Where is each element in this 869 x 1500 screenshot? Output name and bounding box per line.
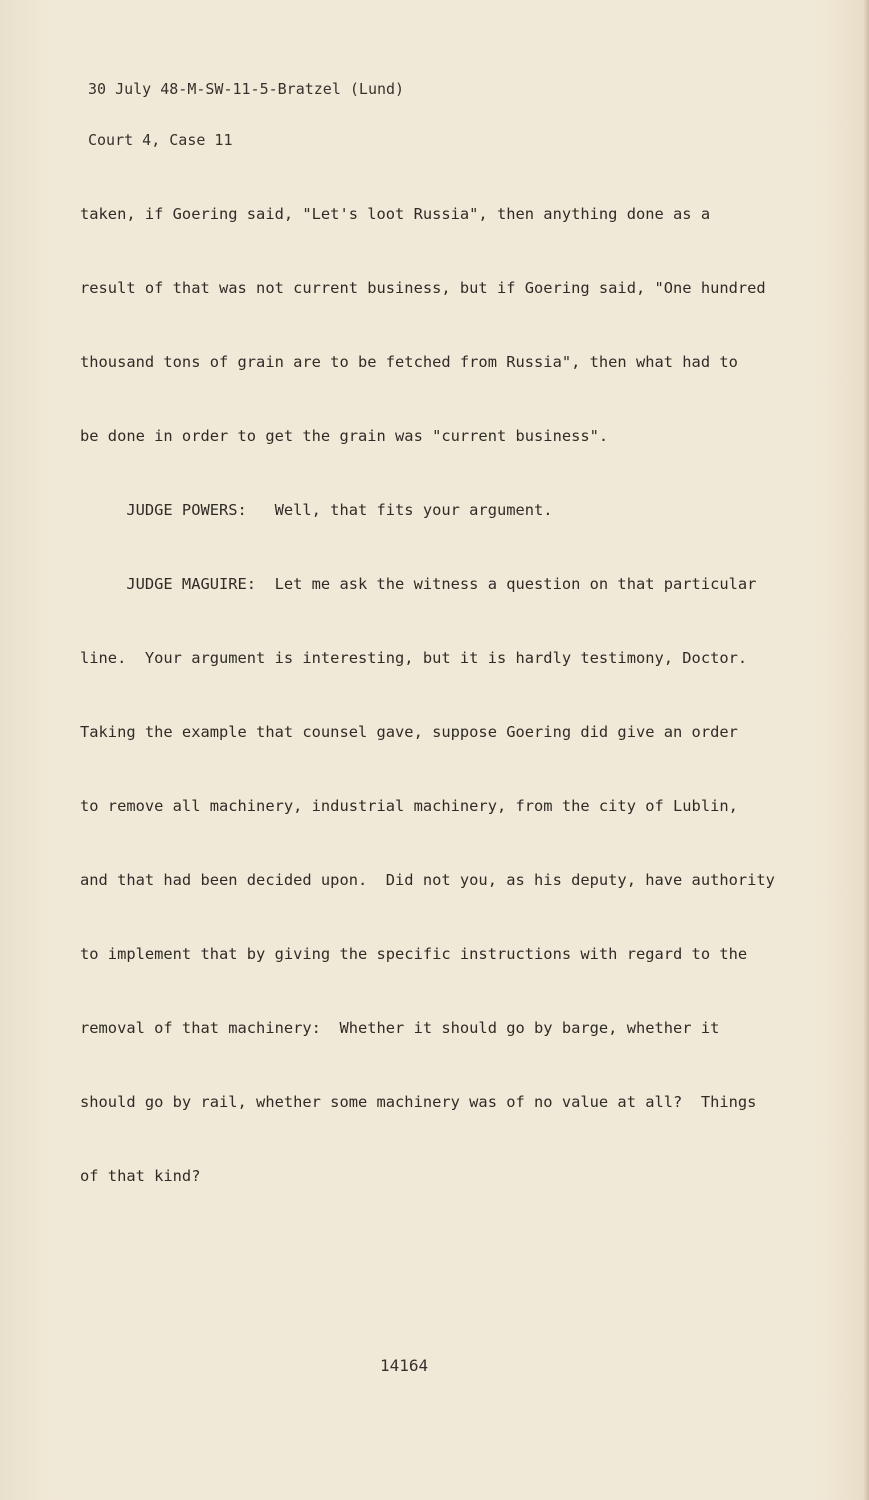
text-line: Taking the example that counsel gave, suppose Goering did give an order [80, 723, 738, 741]
text-line: thousand tons of grain are to be fetched from Russia", then what had to [80, 353, 738, 371]
text-line: JUDGE POWERS: Well, that fits your argument. [80, 501, 553, 519]
text-line: taken, if Goering said, "Let's loot Russia", then anything done as a [80, 205, 711, 223]
text-line: to remove all machinery, industrial machinery, from the city of Lublin, [80, 797, 738, 815]
header-line-1: 30 July 48-M-SW-11-5-Bratzel (Lund) [88, 80, 405, 98]
text-line: removal of that machinery: Whether it should go by barge, whether it [80, 1019, 720, 1037]
text-line: and that had been decided upon. Did not you, as his deputy, have authority [80, 871, 775, 889]
text-line: to implement that by giving the specific instructions with regard to the [80, 945, 748, 963]
text-line: should go by rail, whether some machinery was of no value at all? Things [80, 1093, 757, 1111]
transcript-body [80, 159, 800, 1231]
text-line: result of that was not current business, but if Goering said, "One hundred [80, 279, 766, 297]
text-line: JUDGE MAGUIRE: Let me ask the witness a question on that particular [80, 575, 757, 593]
header-line-2: Court 4, Case 11 [88, 131, 233, 149]
page-number: 14164 [380, 1356, 429, 1375]
text-line: be done in order to get the grain was "current business". [80, 427, 609, 445]
text-line: of that kind? [80, 1167, 201, 1185]
text-line: line. Your argument is interesting, but it is hardly testimony, Doctor. [80, 649, 748, 667]
page-edge-shadow [863, 0, 869, 1500]
